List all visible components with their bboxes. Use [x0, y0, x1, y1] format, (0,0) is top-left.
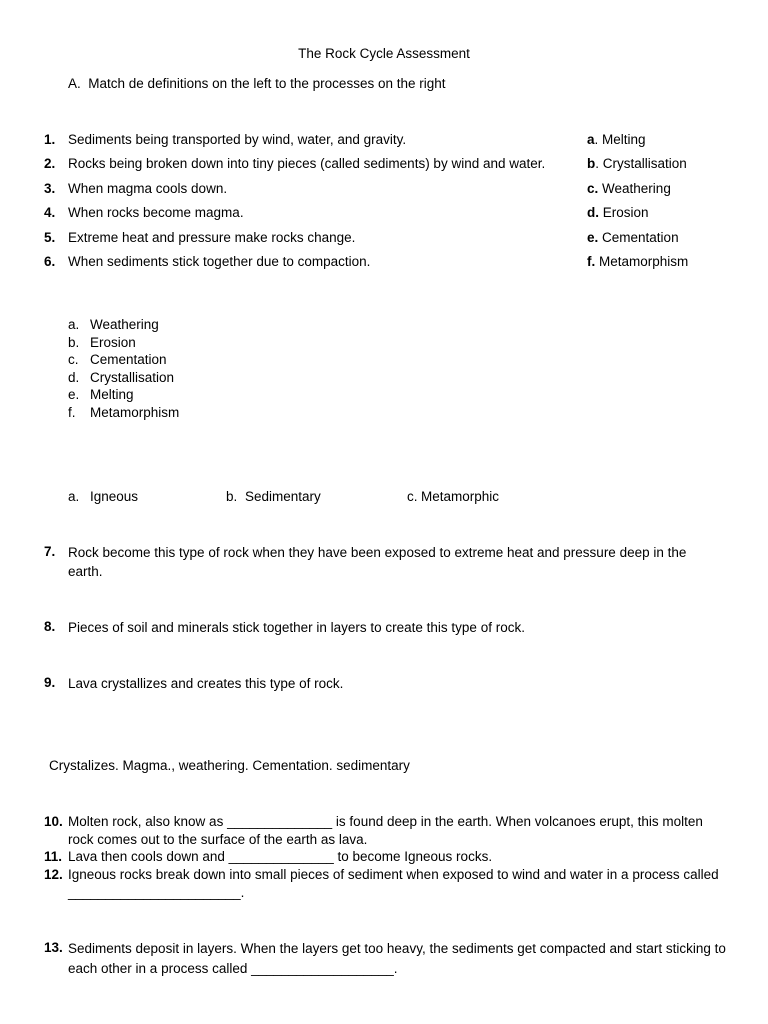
option-label: c. [407, 489, 418, 504]
question-number: 8. [44, 619, 56, 634]
option-text: Cementation [90, 352, 167, 367]
option-text: Crystallisation [90, 370, 175, 385]
option-label: b. [226, 489, 238, 504]
option-text: Metamorphism [90, 405, 180, 420]
process-punct: . [594, 132, 603, 147]
definition-item [44, 253, 370, 270]
definition-item [44, 180, 227, 197]
process-punct: . [595, 156, 603, 171]
question-number: 11. [44, 849, 63, 864]
section-a-instruction [68, 76, 446, 91]
definition-item [44, 204, 244, 221]
rock-type-option [226, 488, 321, 506]
process-letter: e. [587, 230, 599, 245]
process-item [587, 204, 649, 221]
section-marker: A. [68, 76, 81, 91]
process-text: Erosion [602, 205, 649, 220]
question-text: Rock become this type of rock when they have been exposed to extreme heat and pressure deep in the earth. [68, 545, 687, 579]
item-number: 5. [44, 230, 56, 245]
item-number: 2. [44, 156, 56, 171]
process-text: Crystallisation [602, 156, 687, 171]
question-number: 13. [44, 940, 63, 955]
process-letter: a [587, 132, 595, 147]
question-number: 10. [44, 814, 63, 829]
question-text: Sediments deposit in layers. When the layers get too heavy, the sediments get compacted and start sticking to each other in a process called ___________________. [68, 941, 726, 976]
question-number: 12. [44, 867, 63, 882]
process-item [587, 180, 671, 197]
option-label: d. [68, 370, 80, 385]
question-text: Pieces of soil and minerals stick together in layers to create this type of rock. [68, 620, 525, 635]
question-text: Lava crystallizes and creates this type of rock. [68, 676, 344, 691]
list-item [68, 369, 174, 387]
question-number: 7. [44, 544, 56, 559]
rock-type-option [407, 488, 499, 506]
option-text: Metamorphic [421, 489, 500, 504]
process-letter: c. [587, 181, 599, 196]
process-item [587, 253, 688, 270]
option-label: b. [68, 335, 80, 350]
page-title: The Rock Cycle Assessment [298, 46, 470, 61]
question-text: Lava then cools down and ______________ to become Igneous rocks. [68, 849, 493, 864]
process-text: Melting [602, 132, 646, 147]
option-text: Igneous [90, 489, 139, 504]
process-text: Weathering [602, 181, 671, 196]
option-label: f. [68, 405, 76, 420]
option-text: Sedimentary [245, 489, 321, 504]
definition-text: Sediments being transported by wind, water, and gravity. [68, 132, 407, 147]
process-item [587, 229, 679, 246]
process-item [587, 155, 687, 172]
question-text: Igneous rocks break down into small pieces of sediment when exposed to wind and water in a process called _______________________. [68, 867, 719, 900]
word-bank: Crystalizes. Magma., weathering. Cementation. sedimentary [49, 758, 410, 773]
definition-text: When magma cools down. [68, 181, 228, 196]
item-number: 3. [44, 181, 56, 196]
process-text: Cementation [602, 230, 679, 245]
option-text: Melting [90, 387, 134, 402]
option-label: a. [68, 489, 80, 504]
instruction-text: Match de definitions on the left to the processes on the right [88, 76, 446, 91]
item-number: 6. [44, 254, 56, 269]
definition-item [44, 131, 406, 148]
list-item [68, 334, 136, 352]
process-letter: d. [587, 205, 599, 220]
process-text: Metamorphism [599, 254, 689, 269]
list-item [68, 351, 167, 369]
item-number: 1. [44, 132, 56, 147]
list-item [68, 404, 179, 422]
option-label: a. [68, 317, 80, 332]
item-number: 4. [44, 205, 56, 220]
option-label: e. [68, 387, 80, 402]
list-item [68, 386, 134, 404]
option-text: Weathering [90, 317, 159, 332]
definition-item [44, 229, 355, 246]
option-text: Erosion [90, 335, 136, 350]
process-item [587, 131, 646, 148]
rock-type-option [68, 488, 138, 506]
process-letter: b [587, 156, 596, 171]
definition-text: Rocks being broken down into tiny pieces (called sediments) by wind and water. [68, 156, 546, 171]
definition-text: Extreme heat and pressure make rocks change. [68, 230, 356, 245]
definition-text: When sediments stick together due to compaction. [68, 254, 371, 269]
definition-text: When rocks become magma. [68, 205, 244, 220]
question-text: Molten rock, also know as ______________ is found deep in the earth. When volcanoes erupt, this molten rock comes out to the surface of the earth as lava. [68, 814, 703, 847]
process-letter: f. [587, 254, 596, 269]
list-item [68, 316, 159, 334]
option-label: c. [68, 352, 79, 367]
definition-item [44, 155, 545, 172]
question-number: 9. [44, 675, 56, 690]
